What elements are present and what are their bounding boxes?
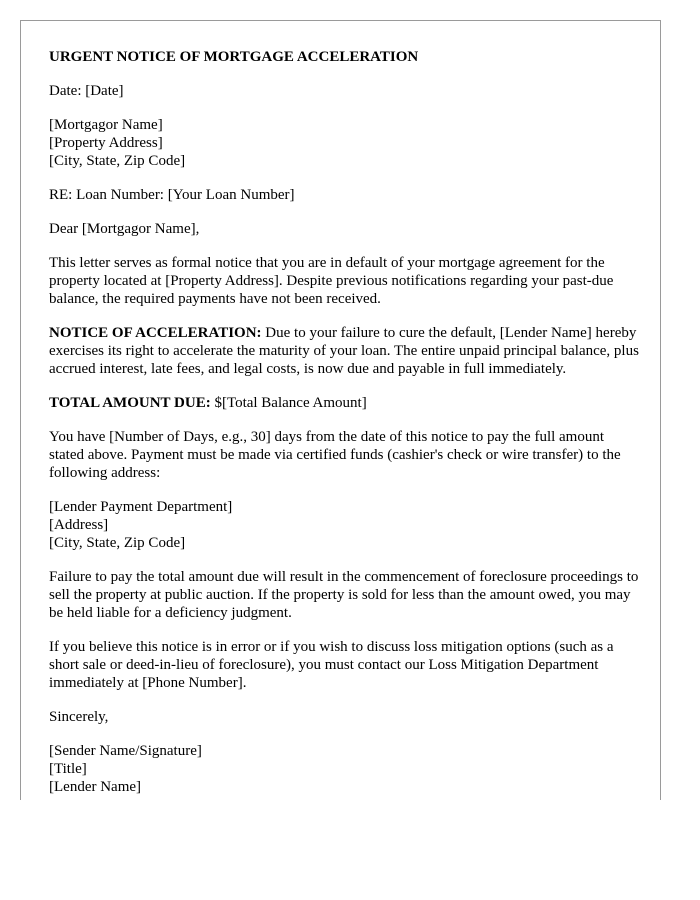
recipient-city-state-zip: [City, State, Zip Code] (49, 153, 186, 169)
letter-body (49, 48, 639, 800)
re-line: RE: Loan Number: [Your Loan Number] (49, 187, 295, 203)
payment-department: [Lender Payment Department] (49, 499, 233, 515)
recipient-property-address: [Property Address] (49, 135, 163, 151)
mitigation-paragraph: If you believe this notice is in error or if you wish to discuss loss mitigation options (such as a short sale or deed-in-lieu of foreclosure), you must contact our Loss Mitigation Department immediately at [Phone Number]. (49, 639, 614, 691)
signature-lender: [Lender Name] (49, 779, 142, 795)
payment-address-block (49, 498, 639, 552)
payment-paragraph: You have [Number of Days, e.g., 30] days from the date of this notice to pay the full amount stated above. Payment must be made via certified funds (cashier's check or wire transfer) to the following address: (49, 429, 621, 481)
acceleration-label: NOTICE OF ACCELERATION: (49, 325, 262, 341)
closing: Sincerely, (49, 709, 109, 725)
total-due-paragraph (49, 394, 639, 412)
default-paragraph: This letter serves as formal notice that you are in default of your mortgage agreement for the property located at [Property Address]. Despite previous notifications regarding your past-due balance, the required payments have not been received. (49, 255, 614, 307)
signature-title: [Title] (49, 761, 87, 777)
payment-address: [Address] (49, 517, 109, 533)
acceleration-text: Due to your failure to cure the default, [Lender Name] hereby exercises its right to accelerate the maturity of your loan. The entire unpaid principal balance, plus accrued interest, late fees, and legal costs, is now due and payable in full immediately. (49, 325, 639, 377)
recipient-address-block (49, 116, 639, 170)
total-due-amount: $[Total Balance Amount] (210, 395, 367, 411)
payment-city-state-zip: [City, State, Zip Code] (49, 535, 186, 551)
letter-page (20, 20, 661, 800)
signature-name: [Sender Name/Signature] (49, 743, 202, 759)
foreclosure-paragraph: Failure to pay the total amount due will result in the commencement of foreclosure proceedings to sell the property at public auction. If the property is sold for less than the amount owed, you may be held liable for a deficiency judgment. (49, 569, 639, 621)
salutation: Dear [Mortgagor Name], (49, 221, 200, 237)
letter-title: URGENT NOTICE OF MORTGAGE ACCELERATION (49, 49, 419, 65)
acceleration-paragraph (49, 324, 639, 378)
total-due-label: TOTAL AMOUNT DUE: (49, 395, 211, 411)
recipient-name: [Mortgagor Name] (49, 117, 163, 133)
signature-block (49, 742, 639, 796)
date-line: Date: [Date] (49, 83, 124, 99)
